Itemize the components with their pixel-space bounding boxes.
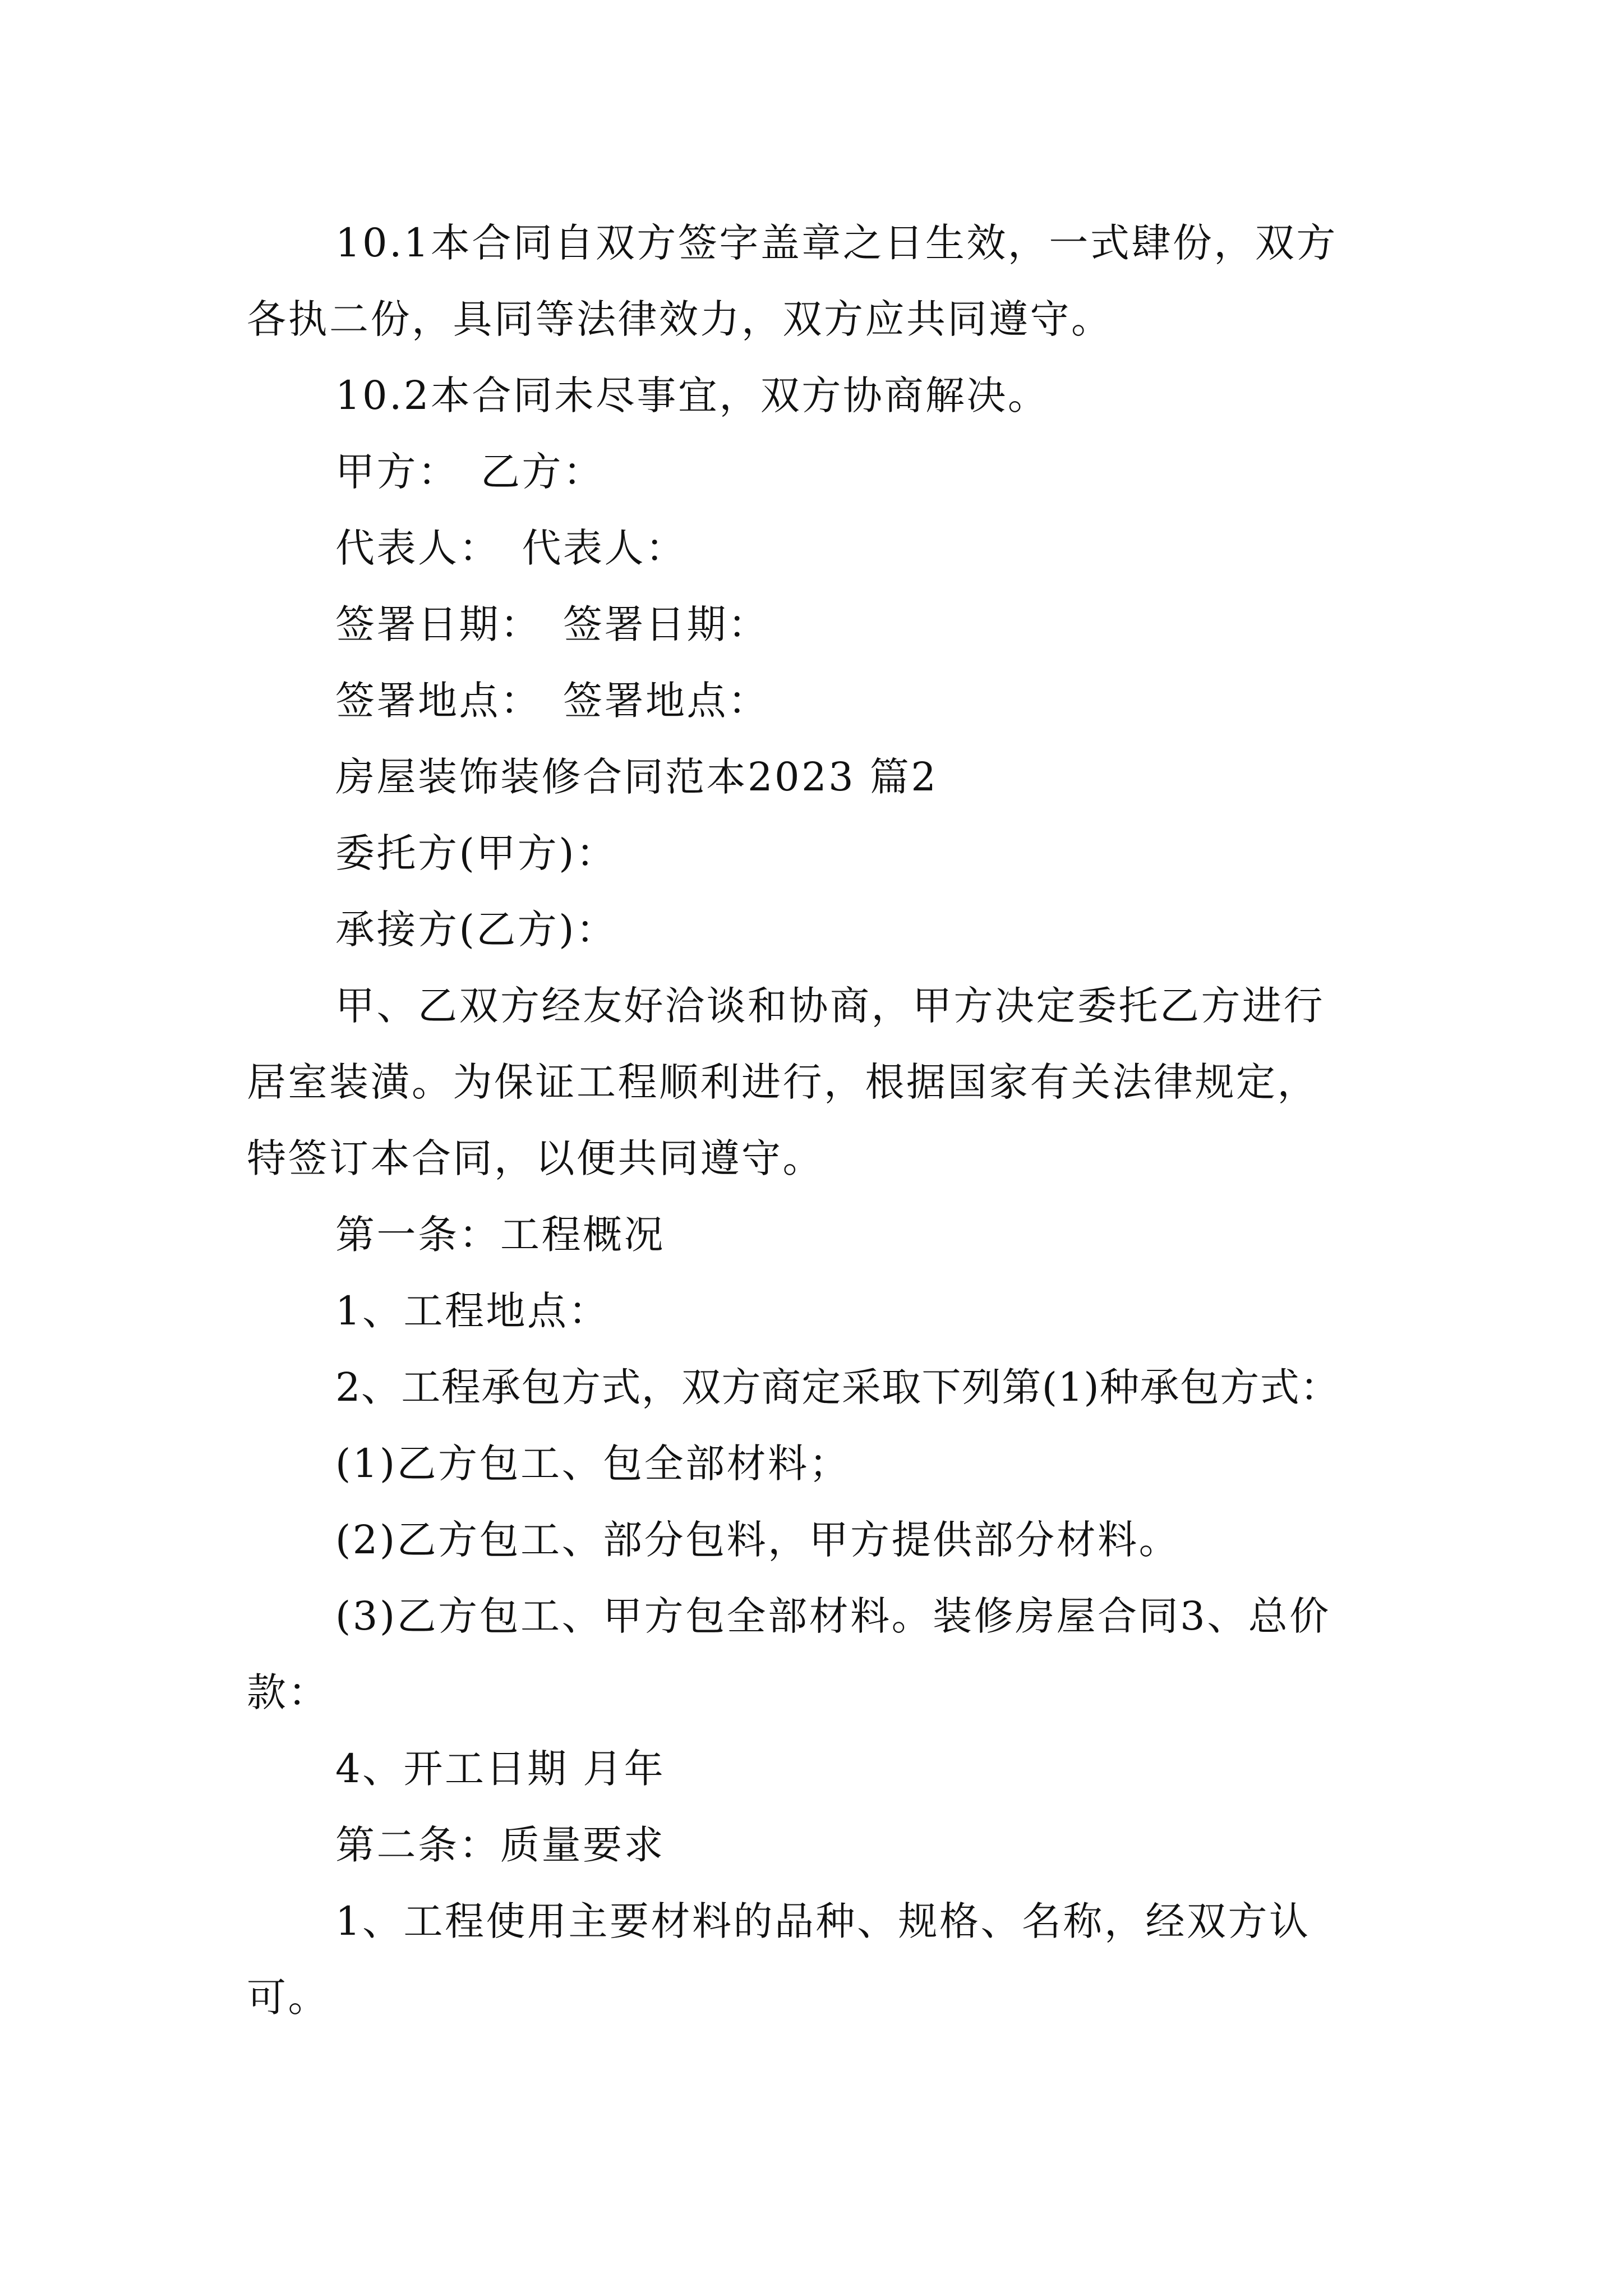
contract-mode-line: 2、工程承包方式，双方商定采取下列第(1)种承包方式： [335, 1364, 1340, 1410]
materials-line-2: 可。 [247, 1975, 329, 2021]
mode-option-3-line-1: (3)乙方包工、甲方包全部材料。装修房屋合同3、总价 [335, 1593, 1331, 1639]
article-1-heading: 第一条：工程概况 [335, 1212, 665, 1258]
clause-10-1-line-1: 10.1本合同自双方签字盖章之日生效，一式肆份，双方 [335, 220, 1338, 266]
clause-10-1-line-2: 各执二份，具同等法律效力，双方应共同遵守。 [247, 296, 1113, 342]
contractor-party-line: 承接方(乙方)： [335, 907, 617, 953]
preamble-line-1: 甲、乙双方经友好洽谈和协商，甲方决定委托乙方进行 [335, 983, 1325, 1029]
mode-option-1: (1)乙方包工、包全部材料； [335, 1441, 851, 1487]
representative-line: 代表人： 代表人： [335, 525, 687, 571]
start-date-line: 4、开工日期 月年 [335, 1746, 666, 1792]
mode-option-3-line-2: 款： [247, 1669, 329, 1715]
project-location-line: 1、工程地点： [335, 1288, 610, 1334]
client-party-line: 委托方(甲方)： [335, 830, 617, 876]
signing-date-line: 签署日期： 签署日期： [335, 601, 769, 647]
preamble-line-3: 特签订本合同，以便共同遵守。 [247, 1135, 824, 1181]
signing-place-line: 签署地点： 签署地点： [335, 678, 769, 724]
article-2-heading: 第二条：质量要求 [335, 1822, 665, 1868]
party-names-line: 甲方： 乙方： [335, 449, 605, 495]
preamble-line-2: 居室装潢。为保证工程顺利进行，根据国家有关法律规定， [247, 1059, 1318, 1105]
materials-line-1: 1、工程使用主要材料的品种、规格、名称，经双方认 [335, 1898, 1311, 1944]
section-heading: 房屋装饰装修合同范本2023 篇2 [335, 754, 938, 800]
mode-option-2: (2)乙方包工、部分包料，甲方提供部分材料。 [335, 1517, 1181, 1563]
clause-10-2: 10.2本合同未尽事宜，双方协商解决。 [335, 372, 1049, 418]
